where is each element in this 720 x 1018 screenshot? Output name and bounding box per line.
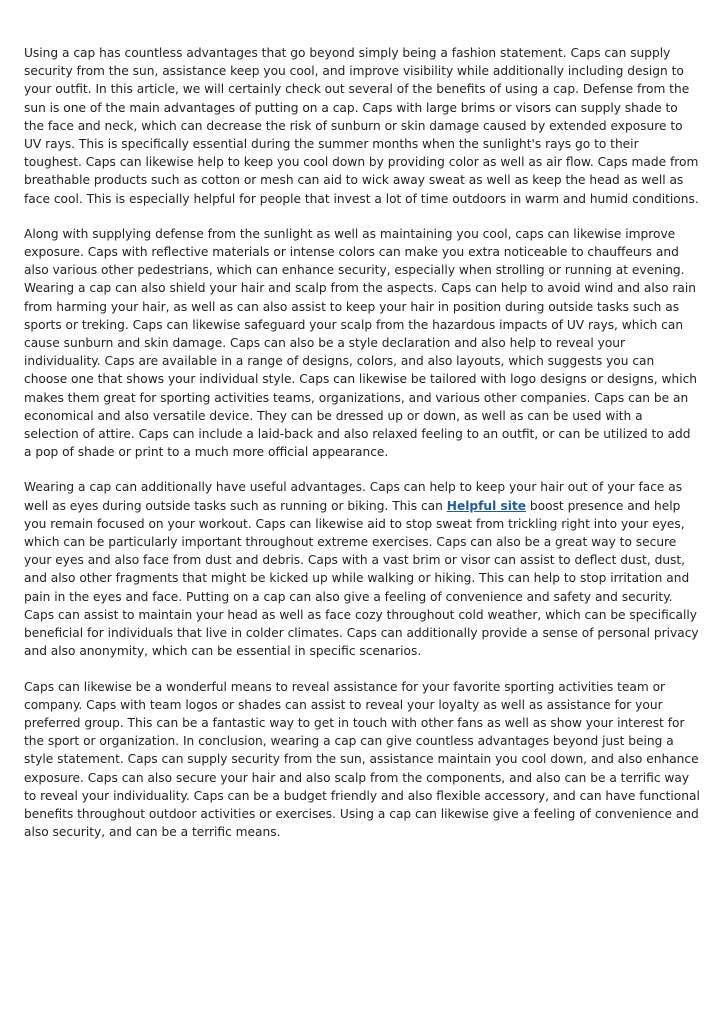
paragraph-3-text-before: Wearing a cap can additionally have useful advantages. Caps can help to keep your hair out of your face as well as eyes during outside tasks such as running or biking. This can xyxy=(24,480,683,513)
paragraph-3-text-after: boost presence and help you remain focused on your workout. Caps can likewise aid to stop sweat from trickling right into your eyes, which can be particularly important throughout extreme exercises. Caps can also be a great way to secure your eyes and also face from dust and debris. Caps with a vast brim or visor can assist to deflect dust, dust, and also other fragments that might be kicked up while walking or hiking. This can help to stop irritation and pain in the eyes and face. Putting on a cap can also give a feeling of convenience and safety and security. Caps can assist to maintain your head as well as face cozy throughout cold weather, which can be specifically beneficial for individuals that live in colder climates. Caps can additionally provide a sense of personal privacy and also anonymity, which can be essential in specific scenarios. xyxy=(24,498,699,659)
helpful-site-link[interactable]: Helpful site xyxy=(446,498,527,513)
paragraph-1: Using a cap has countless advantages that go beyond simply being a fashion statement. Caps can supply security from the sun, assistance keep you cool, and improve visibility while additionally including design to your outfit. In this article, we will certainly check out several of the benefits of using a cap. Defense from the sun is one of the main advantages of putting on a cap. Caps with large brims or visors can supply shade to the face and neck, which can decrease the risk of sunburn or skin damage caused by extended exposure to UV rays. This is specifically essential during the summer months when the sunlight's rays go to their toughest. Caps can likewise help to keep you cool down by providing color as well as air flow. Caps made from breathable products such as cotton or mesh can aid to wick away sweat as well as keep the head as well as face cool. This is especially helpful for people that invest a lot of time outdoors in warm and humid conditions. xyxy=(24,46,699,206)
paragraph-2: Along with supplying defense from the sunlight as well as maintaining you cool, caps can likewise improve exposure. Caps with reflective materials or intense colors can make you extra noticeable to chauffeurs and also various other pedestrians, which can enhance security, especially when strolling or running at evening. Wearing a cap can also shield your hair and scalp from the aspects. Caps can help to avoid wind and also rain from harming your hair, as well as can also assist to keep your hair in position during outside tasks such as sports or treking. Caps can likewise safeguard your scalp from the hazardous impacts of UV rays, which can cause sunburn and skin damage. Caps can also be a style declaration and also help to reveal your individuality. Caps are available in a range of designs, colors, and also layouts, which suggests you can choose one that shows your individual style. Caps can likewise be tailored with logo designs or designs, which makes them great for sporting activities teams, organizations, and various other companies. Caps can be an economical and also versatile device. They can be dressed up or down, as well as can be used with a selection of attire. Caps can include a laid-back and also relaxed feeling to an outfit, or can be utilized to add a pop of shade or print to a much more official appearance. xyxy=(24,226,698,460)
paragraph-4: Caps can likewise be a wonderful means to reveal assistance for your favorite sporting activities team or company. Caps with team logos or shades can assist to reveal your loyalty as well as assistance for your preferred group. This can be a fantastic way to get in touch with other fans as well as show your interest for the sport or organization. In conclusion, wearing a cap can give countless advantages beyond just being a style statement. Caps can supply security from the sun, assistance maintain you cool down, and also enhance exposure. Caps can also secure your hair and also scalp from the components, and also can be a terrific way to reveal your individuality. Caps can be a budget friendly and also flexible accessory, and can have functional benefits throughout outdoor activities or exercises. Using a cap can likewise give a feeling of convenience and also security, and can be a terrific means. xyxy=(24,679,700,840)
paragraph-3 xyxy=(24,478,700,660)
article-body xyxy=(24,44,700,858)
